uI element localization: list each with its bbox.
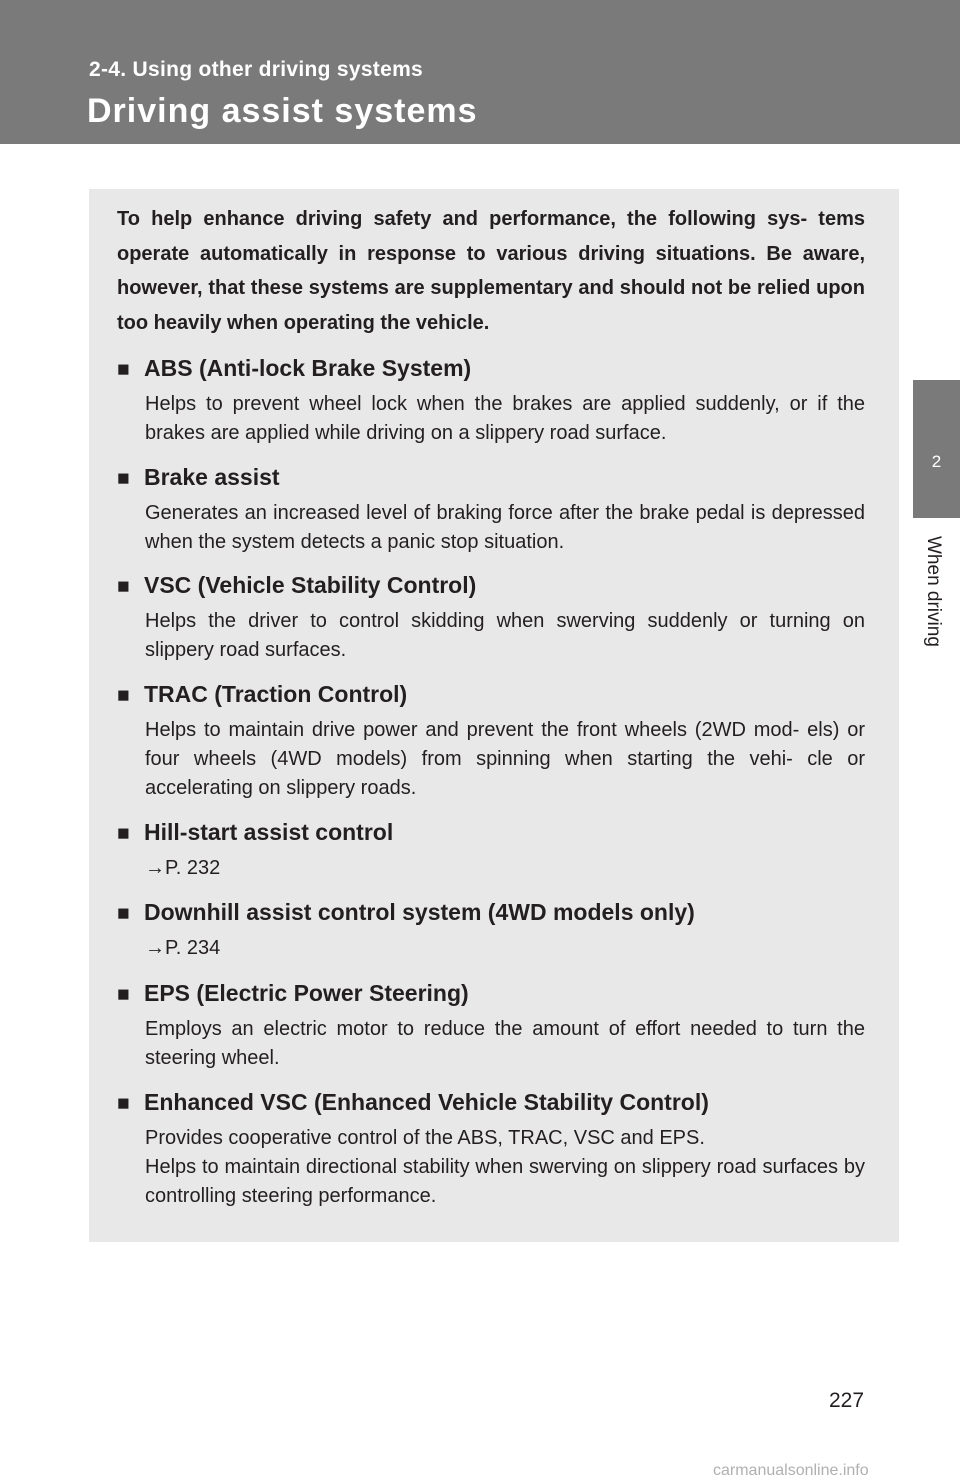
- feature-heading: [117, 678, 865, 710]
- feature-description: [145, 390, 865, 448]
- bullet-square-icon: ■: [117, 575, 130, 598]
- page-reference-link[interactable]: →P. 234: [145, 937, 221, 959]
- feature-description: [145, 854, 865, 883]
- feature-description: [145, 934, 865, 963]
- feature-title: VSC (Vehicle Stability Control): [144, 572, 477, 598]
- feature-heading: [117, 569, 865, 601]
- feature-hill-start: [117, 816, 865, 883]
- feature-title: EPS (Electric Power Steering): [144, 980, 469, 1006]
- section-label: 2-4. Using other driving systems: [89, 58, 424, 81]
- page-number: 227: [829, 1389, 865, 1412]
- feature-eps: [117, 977, 865, 1073]
- feature-description: [145, 607, 865, 665]
- feature-description: [145, 1124, 865, 1211]
- description-text: Helps to prevent wheel lock when the brakes are applied suddenly, or if the brakes are applied while driving on a slippery road surface.: [145, 393, 865, 444]
- bullet-square-icon: ■: [117, 1092, 130, 1115]
- feature-title: Downhill assist control system (4WD models only): [144, 899, 695, 925]
- bullet-square-icon: ■: [117, 983, 130, 1006]
- feature-heading: [117, 352, 865, 384]
- feature-heading: [117, 1086, 865, 1118]
- feature-title: ABS (Anti-lock Brake System): [144, 355, 472, 381]
- feature-heading: [117, 896, 865, 928]
- feature-description: [145, 716, 865, 803]
- bullet-square-icon: ■: [117, 358, 130, 381]
- feature-heading: [117, 977, 865, 1009]
- feature-abs: [117, 352, 865, 448]
- description-text: Generates an increased level of braking force after the brake pedal is depressed when the system detects a panic stop situation.: [145, 502, 865, 553]
- feature-title: Hill-start assist control: [144, 819, 394, 845]
- page-title: Driving assist systems: [87, 92, 478, 130]
- feature-title: Brake assist: [144, 464, 280, 490]
- feature-trac: [117, 678, 865, 803]
- feature-description: [145, 1015, 865, 1073]
- feature-heading: [117, 816, 865, 848]
- page-reference-link[interactable]: →P. 232: [145, 857, 221, 879]
- description-text: Employs an electric motor to reduce the amount of effort needed to turn the steering wheel.: [145, 1018, 865, 1069]
- chapter-tab-label: When driving: [923, 536, 944, 647]
- feature-enhanced-vsc: [117, 1086, 865, 1211]
- intro-paragraph: To help enhance driving safety and performance, the following sys- tems operate automatically in response to various driving situations. Be aware, however, that these systems are supplementary and should not be relied upon too heavily when operating the vehicle.: [117, 208, 865, 334]
- description-text: Helps to maintain directional stability when swerving on slippery road surfaces by controlling steering performance.: [145, 1156, 865, 1207]
- bullet-square-icon: ■: [117, 467, 130, 490]
- bullet-square-icon: ■: [117, 684, 130, 707]
- chapter-tab[interactable]: [913, 380, 960, 518]
- bullet-square-icon: ■: [117, 902, 130, 925]
- bullet-square-icon: ■: [117, 822, 130, 845]
- feature-description: [145, 499, 865, 557]
- watermark: carmanualsonline.info: [713, 1462, 869, 1479]
- feature-title: Enhanced VSC (Enhanced Vehicle Stability Control): [144, 1089, 709, 1115]
- feature-vsc: [117, 569, 865, 665]
- description-text: Helps to maintain drive power and prevent the front wheels (2WD mod- els) or four wheels (4WD models) from spinning when starting the vehi- cle or accelerating on slippery roads.: [145, 719, 865, 799]
- description-text: Helps the driver to control skidding when swerving suddenly or turning on slippery road surfaces.: [145, 610, 865, 661]
- feature-heading: [117, 461, 865, 493]
- feature-downhill-assist: [117, 896, 865, 963]
- chapter-tab-number: 2: [931, 452, 942, 471]
- description-text: Provides cooperative control of the ABS, TRAC, VSC and EPS.: [145, 1127, 705, 1149]
- feature-title: TRAC (Traction Control): [144, 681, 408, 707]
- feature-brake-assist: [117, 461, 865, 557]
